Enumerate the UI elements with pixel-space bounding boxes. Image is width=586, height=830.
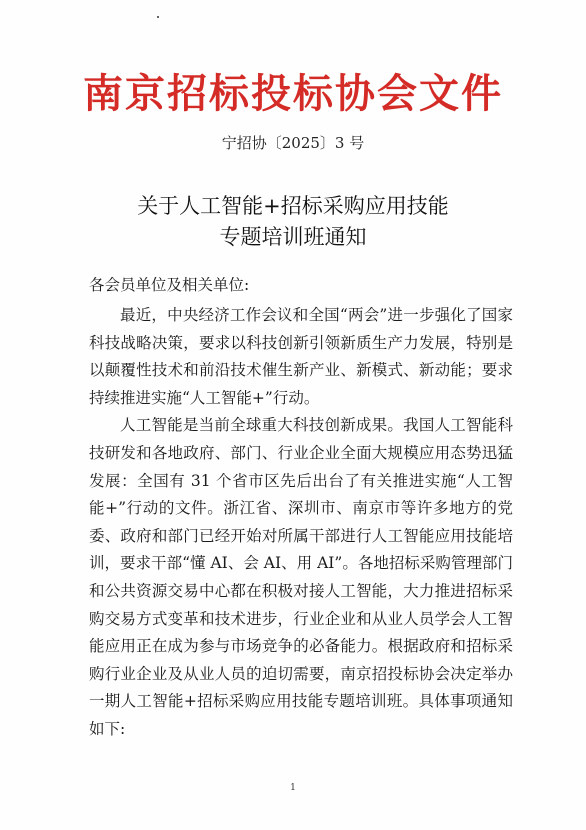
addressee: 各会员单位及相关单位: — [89, 276, 250, 294]
notice-title-line-1: 关于人工智能+招标采购应用技能 — [137, 194, 449, 218]
document-number: 宁招协〔2025〕3 号 — [221, 134, 365, 152]
body-paragraph-1: 最近，中央经济工作会议和全国“两会”进一步强化了国家科技战略决策，要求以科技创新引领新质生产力发展，特别是以颠覆性技术和前沿技术催生新产业、新模式、新动能；要求持续推进实施“人工智能+”行动。 — [89, 306, 513, 407]
body-text — [89, 302, 513, 744]
body-paragraph-2: 人工智能是当前全球重大科技创新成果。我国人工智能科技研发和各地政府、部门、行业企业全面大规模应用态势迅猛发展：全国有 31 个省市区先后出台了有关推进实施“人工智能+”行动的文件。浙江省、深圳市、南京市等许多地方的党委、政府和部门已经开始对所属干部进行人工智能应用技能培训，要求干部“懂 AI、会 AI、用 AI”。各地招标采购管理部门和公共资源交易中心都在积极对接人工智能，大力推进招标采购交易方式变革和技术进步，行业企业和从业人员学会人工智能应用正在成为参与市场竞争的必备能力。根据政府和招标采购行业企业及从业人员的迫切需要，南京招投标协会决定举办一期人工智能+招标采购应用技能专题培训班。具体事项通知如下: — [89, 416, 513, 738]
scan-dot — [157, 16, 159, 18]
notice-title — [0, 191, 586, 253]
org-header-title: 南京招标投标协会文件 — [83, 70, 503, 117]
notice-title-line-2: 专题培训班通知 — [219, 225, 367, 249]
page-number: 1 — [290, 783, 296, 793]
